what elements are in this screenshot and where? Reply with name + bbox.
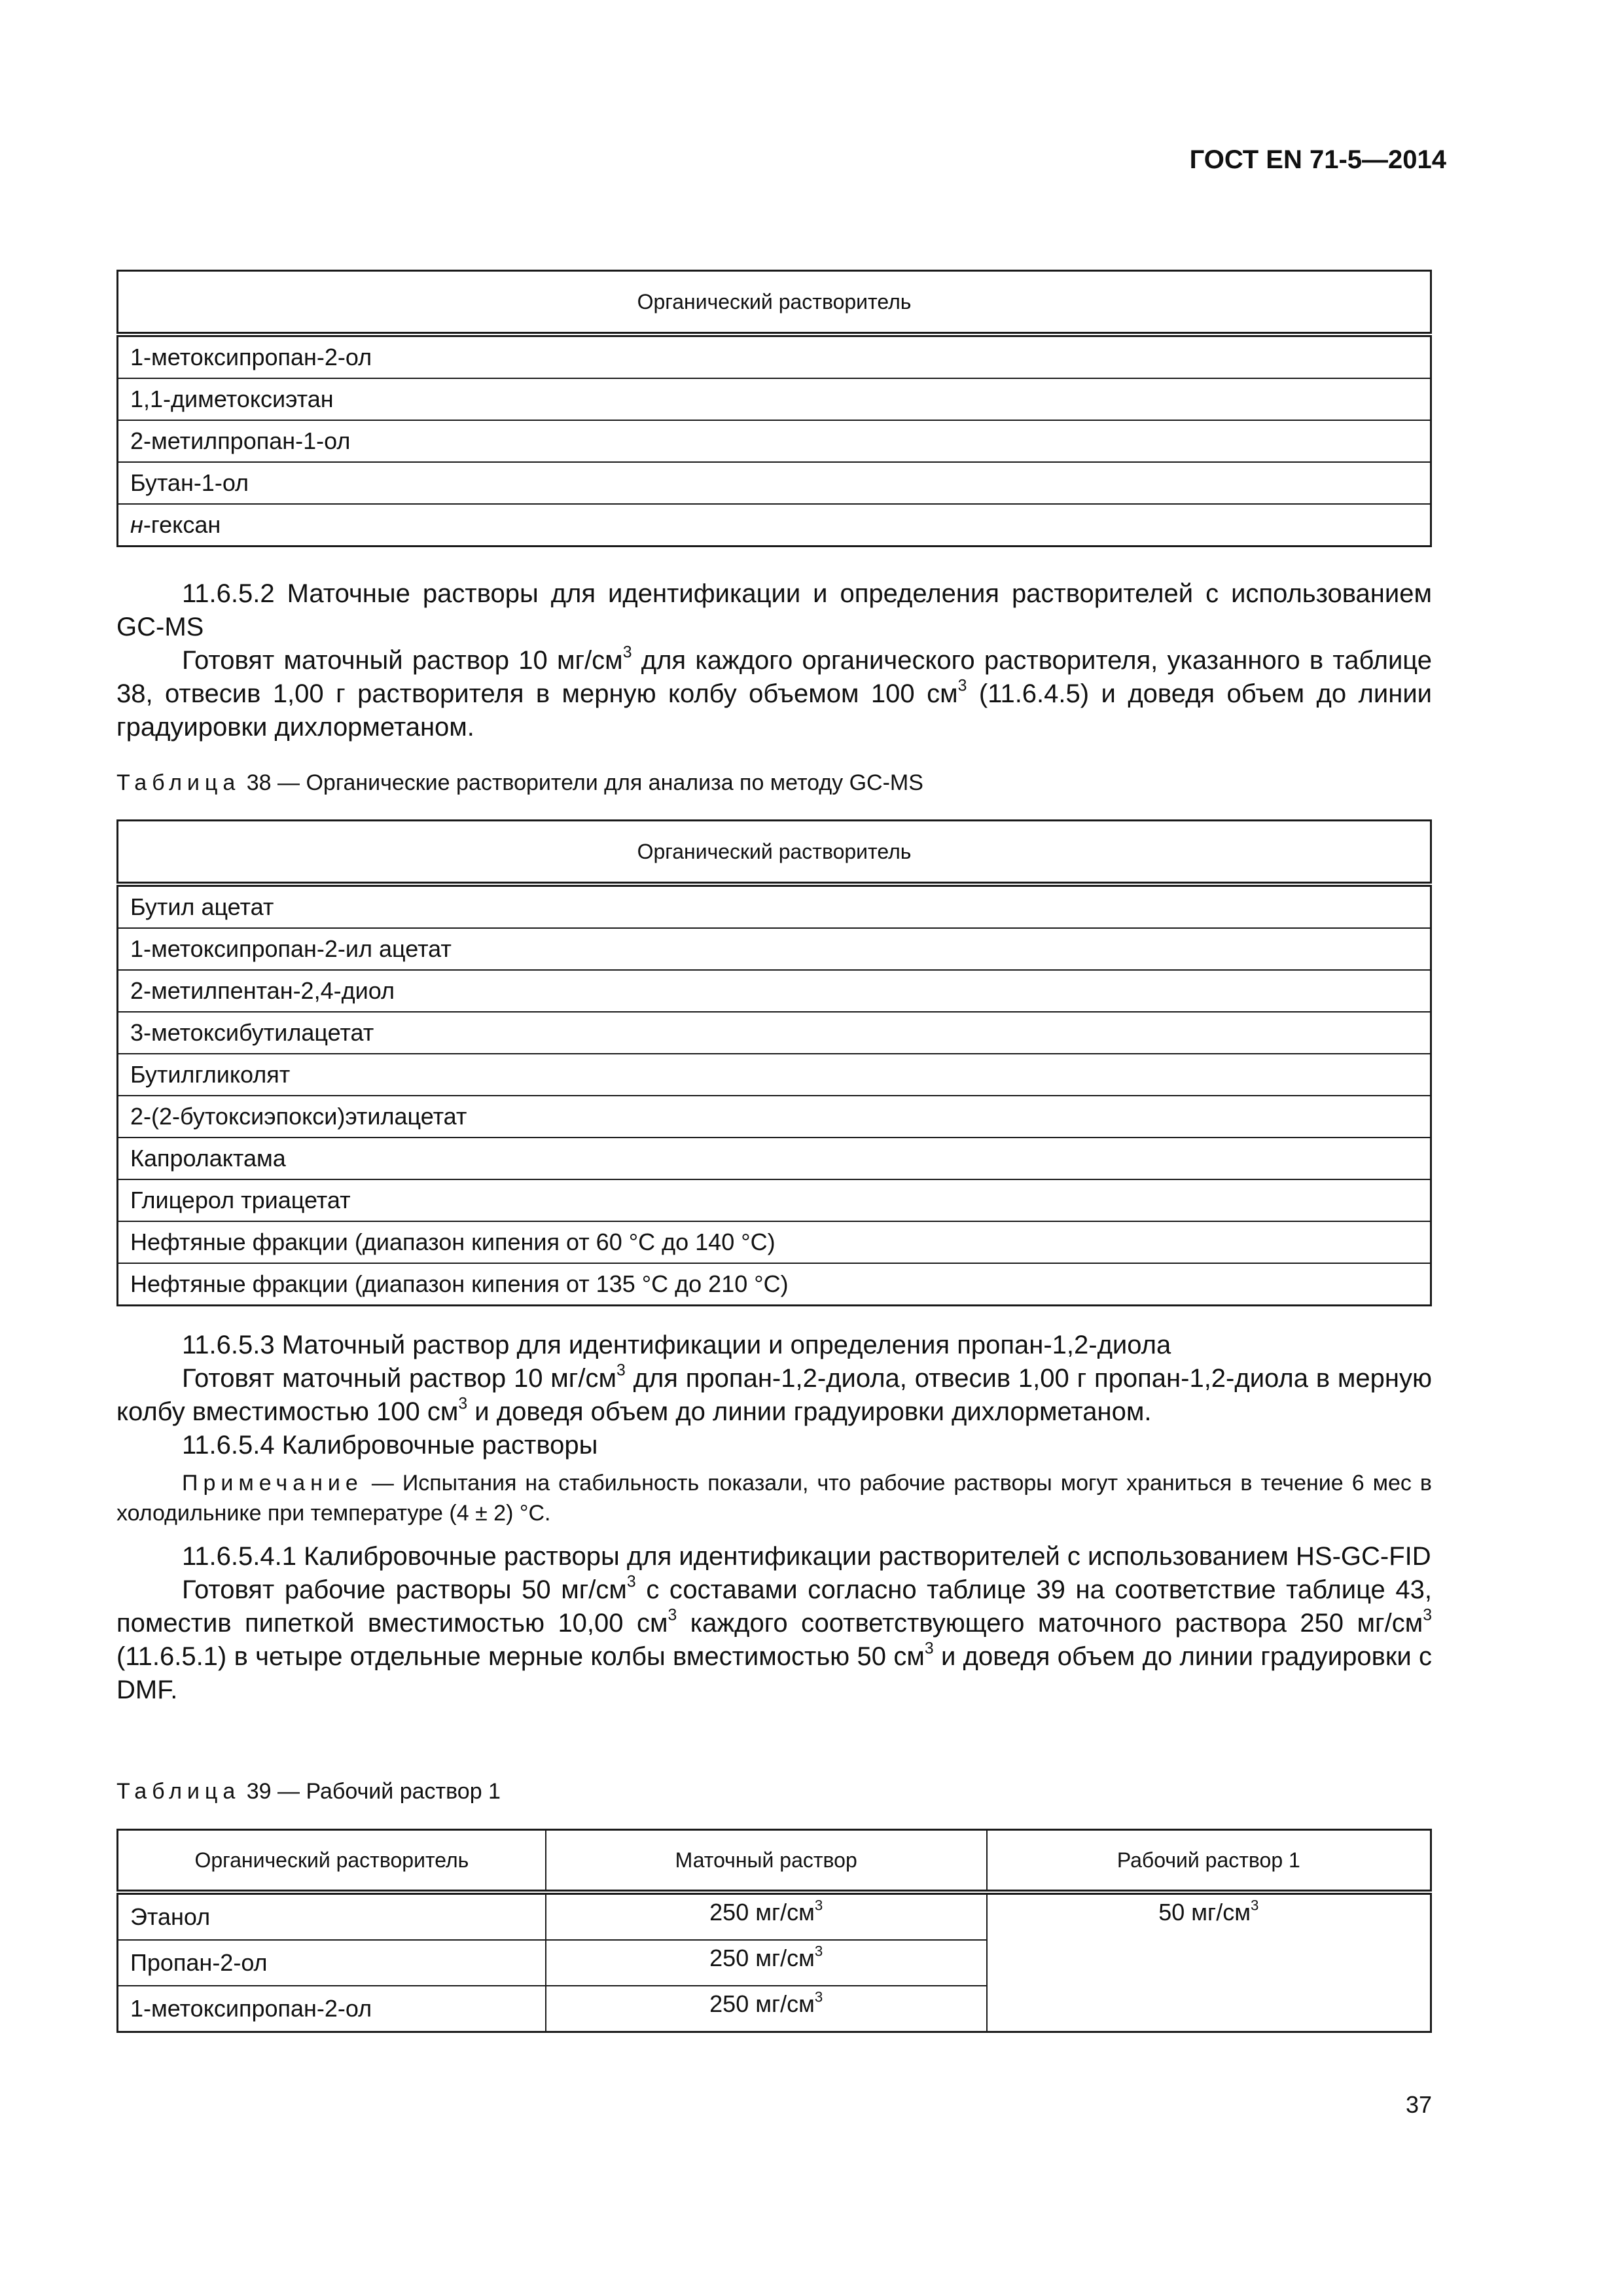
table-row bbox=[118, 928, 1431, 970]
superscript: 3 bbox=[957, 677, 967, 695]
table-cell: 2-(2-бутоксиэпокси)этилацетат bbox=[118, 1096, 1431, 1138]
table-cell: 3-метоксибутилацетат bbox=[118, 1012, 1431, 1054]
table-header-cell: Маточный раствор bbox=[546, 1830, 987, 1893]
table-cell: 2-метилпентан-2,4-диол bbox=[118, 970, 1431, 1012]
table-row bbox=[118, 334, 1431, 378]
table-cell: 2-метилпропан-1-ол bbox=[118, 420, 1431, 462]
superscript: 3 bbox=[622, 643, 632, 662]
table-cell: 1-метоксипропан-2-ол bbox=[118, 334, 1431, 378]
table-39-caption bbox=[116, 1779, 1432, 1804]
superscript: 3 bbox=[814, 1943, 823, 1960]
body-text: каждого соответствующего маточного раствора 250 мг/см bbox=[677, 1609, 1423, 1638]
table-cell: 1-метоксипропан-2-ил ацетат bbox=[118, 928, 1431, 970]
table-row bbox=[118, 884, 1431, 928]
table-cell: Бутил ацетат bbox=[118, 884, 1431, 928]
table-row bbox=[118, 1263, 1431, 1306]
table-row bbox=[118, 462, 1431, 504]
superscript: 3 bbox=[458, 1395, 468, 1413]
note-text: — Испытания на стабильность показали, что рабочие растворы могут храниться в течение 6 мес в холодильнике при температуре (4 ± 2) °С. bbox=[116, 1471, 1432, 1526]
body-text: с составами согласно таблице 39 на соответствие таблице 43, поместив пипеткой вместимостью 10,00 см bbox=[116, 1575, 1433, 1638]
italic-prefix: н bbox=[130, 511, 143, 538]
caption-label: Таблица bbox=[116, 1779, 241, 1804]
table-cell: 1-метоксипропан-2-ол bbox=[118, 1986, 546, 2032]
table-cell: Этанол bbox=[118, 1892, 546, 1940]
superscript: 3 bbox=[1423, 1606, 1432, 1624]
heading-number: 11.6.5.2 bbox=[182, 579, 275, 608]
body-text: для каждого органического растворителя, указанного в таблице 38, отвесив 1,00 г растворителя в мерную колбу объемом 100 см bbox=[116, 646, 1432, 708]
section-heading: 11.6.5.4.1 Калибровочные растворы для идентификации растворителей с использованием HS-GC-FID bbox=[182, 1542, 1431, 1571]
section-11-6-5-3 bbox=[116, 1329, 1432, 1462]
superscript: 3 bbox=[924, 1640, 934, 1658]
cell-value: 50 мг/см bbox=[1158, 1899, 1251, 1926]
table-cell: Нефтяные фракции (диапазон кипения от 60 °С до 140 °С) bbox=[118, 1221, 1431, 1263]
table-cell bbox=[546, 1940, 987, 1986]
table-row bbox=[118, 1138, 1431, 1179]
table-38-caption bbox=[116, 770, 1432, 796]
caption-label: Таблица bbox=[116, 770, 241, 795]
table-row bbox=[118, 1892, 1431, 1940]
note-label: Примечание bbox=[182, 1471, 363, 1496]
table-38 bbox=[116, 819, 1432, 1306]
table-cell: Нефтяные фракции (диапазон кипения от 135 °С до 210 °С) bbox=[118, 1263, 1431, 1306]
body-text: Готовят маточный раствор 10 мг/см bbox=[182, 1364, 616, 1393]
table-header-cell: Органический растворитель bbox=[118, 271, 1431, 335]
body-text: (11.6.5.1) в четыре отдельные мерные колбы вместимостью 50 см bbox=[116, 1642, 925, 1671]
note bbox=[116, 1468, 1432, 1528]
body-text: и доведя объем до линии градуировки дихлорметаном. bbox=[467, 1397, 1152, 1426]
table-row bbox=[118, 378, 1431, 420]
body-text: Готовят маточный раствор 10 мг/см bbox=[182, 646, 623, 675]
table-row bbox=[118, 970, 1431, 1012]
section-11-6-5-4-heading: 11.6.5.4 Калибровочные растворы bbox=[182, 1431, 598, 1460]
superscript: 3 bbox=[814, 1897, 823, 1914]
table-cell: Глицерол триацетат bbox=[118, 1179, 1431, 1221]
cell-value: 250 мг/см bbox=[709, 1990, 815, 2017]
document-id-header: ГОСТ EN 71-5—2014 bbox=[1189, 145, 1446, 174]
section-body bbox=[116, 1573, 1432, 1707]
section-body bbox=[116, 1362, 1432, 1429]
table-cell: Бутан-1-ол bbox=[118, 462, 1431, 504]
page-number: 37 bbox=[1405, 2091, 1432, 2118]
table-cell: Капролактама bbox=[118, 1138, 1431, 1179]
table-row bbox=[118, 420, 1431, 462]
caption-text: 39 — Рабочий раствор 1 bbox=[246, 1779, 501, 1804]
section-11-6-5-4-1 bbox=[116, 1540, 1432, 1707]
superscript: 3 bbox=[668, 1606, 677, 1624]
caption-text: 38 — Органические растворители для анализа по методу GC-MS bbox=[246, 770, 923, 795]
body-text: и доведя объем до линии градуировки с DMF. bbox=[116, 1642, 1432, 1704]
section-body bbox=[116, 644, 1432, 744]
superscript: 3 bbox=[626, 1573, 636, 1591]
heading-text: Маточные растворы для идентификации и определения растворителей с использованием GC-MS bbox=[116, 579, 1432, 641]
body-text: (11.6.4.5) и доведя объем до линии градуировки дихлорметаном. bbox=[116, 679, 1433, 742]
section-11-6-5-2 bbox=[116, 577, 1432, 744]
table-cell-working-solution bbox=[987, 1892, 1431, 2032]
table-row bbox=[118, 1096, 1431, 1138]
table-header-cell: Органический растворитель bbox=[118, 821, 1431, 885]
body-text: для пропан-1,2-диола, отвесив 1,00 г пропан-1,2-диола в мерную колбу вместимостью 100 см bbox=[116, 1364, 1432, 1426]
table-cell bbox=[118, 504, 1431, 547]
body-text: Готовят рабочие растворы 50 мг/см bbox=[182, 1575, 627, 1604]
table-row bbox=[118, 1012, 1431, 1054]
superscript: 3 bbox=[616, 1361, 626, 1380]
table-row bbox=[118, 1221, 1431, 1263]
solvent-table-continued bbox=[116, 270, 1432, 547]
table-cell: Бутилгликолят bbox=[118, 1054, 1431, 1096]
table-cell bbox=[546, 1986, 987, 2032]
superscript: 3 bbox=[1250, 1897, 1259, 1914]
table-row bbox=[118, 1054, 1431, 1096]
table-39 bbox=[116, 1829, 1432, 2033]
table-header-cell: Рабочий раствор 1 bbox=[987, 1830, 1431, 1893]
table-row bbox=[118, 504, 1431, 547]
table-row bbox=[118, 1179, 1431, 1221]
section-heading bbox=[116, 577, 1432, 644]
cell-value: 250 мг/см bbox=[709, 1945, 815, 1971]
table-cell bbox=[546, 1892, 987, 1940]
superscript: 3 bbox=[814, 1988, 823, 2005]
section-heading: 11.6.5.3 Маточный раствор для идентификации и определения пропан-1,2-диола bbox=[182, 1331, 1171, 1359]
table-header-cell: Органический растворитель bbox=[118, 1830, 546, 1893]
table-cell: Пропан-2-ол bbox=[118, 1940, 546, 1986]
cell-rest: -гексан bbox=[143, 511, 221, 538]
table-cell: 1,1-диметоксиэтан bbox=[118, 378, 1431, 420]
cell-value: 250 мг/см bbox=[709, 1899, 815, 1926]
